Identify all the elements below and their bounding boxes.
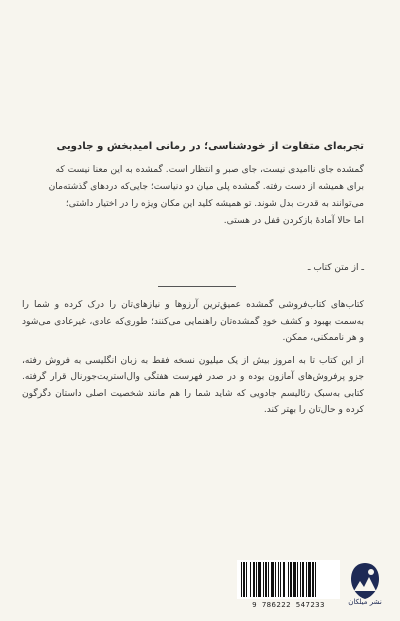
barcode-bar	[288, 562, 289, 597]
barcode-bar	[302, 562, 304, 597]
publisher-logo-icon	[348, 561, 382, 601]
excerpt-line: گمشده جای ناامیدی نیست، جای صبر و انتظار است. گمشده به این معنا نیست که	[55, 165, 364, 175]
barcode-bar	[241, 562, 242, 597]
blurb-heading: تجربه‌ای متفاوت از خودشناسی؛ در رمانی امیدبخش و جادویی	[56, 141, 364, 152]
publisher-name: نشر میلکان	[348, 598, 382, 606]
description-line: می‌شود و هر ناممکنی، ممکن.	[22, 316, 364, 343]
barcode-bar	[280, 562, 281, 597]
barcode-bar	[278, 562, 279, 597]
section-divider	[158, 286, 236, 287]
description-line: داستان دگرگون کرده و حال‌تان را بهتر کند.	[22, 388, 364, 415]
description-paragraph	[22, 297, 364, 347]
barcode-bar	[306, 562, 307, 597]
barcode-bar	[268, 562, 269, 597]
book-excerpt	[22, 162, 364, 230]
barcode-bar	[263, 562, 264, 597]
barcode-bar	[315, 562, 316, 597]
barcode-bar	[312, 562, 314, 597]
isbn-number: 9 786222 547233	[252, 600, 325, 609]
excerpt-attribution: ـ از متن کتاب ـ	[307, 263, 364, 273]
barcode-bar	[290, 562, 292, 597]
barcode-bar	[300, 562, 301, 597]
barcode-bar	[275, 562, 276, 597]
description-line: به‌سمت بهبود و کشف خودِ گمشده‌تان راهنمایی می‌کنند؛ طوری‌که عادی، غیرعادی	[54, 316, 364, 327]
barcode-bar	[293, 562, 296, 597]
barcode-bar	[246, 562, 247, 597]
excerpt-line: برای همیشه از دست رفته. گمشده پلی میان دو دنیاست؛ جایی‌که دردهای گذشته‌مان	[48, 182, 364, 192]
barcode-bar	[256, 562, 257, 597]
book-description	[22, 297, 364, 425]
description-line: جزو پرفروش‌های آمازون بوده و در صدر فهرست هفتگی وال‌استریت‌جورنال قرار	[50, 372, 364, 382]
excerpt-line: می‌توانند به قدرت بدل شوند. تو همیشه کلید این مکان ویژه را در اختیار داشتی؛	[65, 199, 364, 209]
description-paragraph	[22, 353, 364, 419]
barcode-bar	[308, 562, 311, 597]
description-line: از این کتاب تا به امروز بیش از یک میلیون نسخه فقط به زبان انگلیسی به فروش رفته،	[22, 355, 364, 366]
barcode-bar	[243, 562, 245, 597]
barcode-bar	[297, 562, 298, 597]
barcode	[237, 560, 340, 599]
barcode-bar	[271, 562, 274, 597]
barcode-bar	[253, 562, 255, 597]
barcode-bar	[250, 562, 251, 597]
barcode-bar	[265, 562, 267, 597]
barcode-bar	[283, 562, 285, 597]
barcode-bar	[258, 562, 261, 597]
description-line: کتاب‌های کتاب‌فروشی گمشده عمیق‌ترین آرزوها و نیازهای‌تان را درک کرده و شما را	[22, 300, 364, 310]
excerpt-line: اما حالا آمادهٔ بازکردن قفل در هستی.	[223, 216, 364, 226]
description-line: گرفته. کتابی به‌سبک رئالیسم جادویی که شاید شما را هم مانند شخصیت اصلی	[22, 372, 364, 399]
